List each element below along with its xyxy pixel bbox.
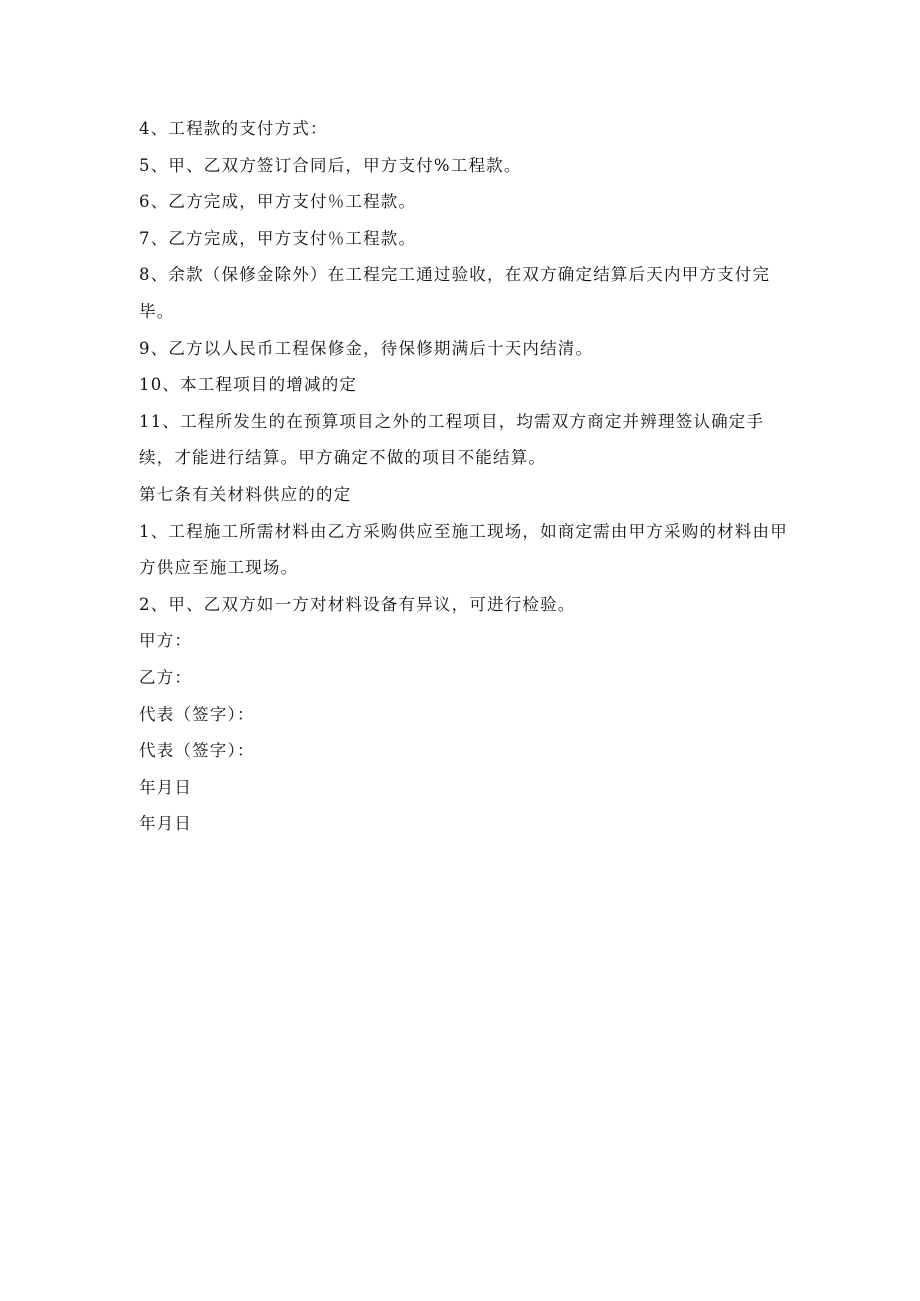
party-a-signature-label: 代表（签字）：	[139, 704, 255, 724]
clause-payment-after-signing: 5、甲、乙双方签订合同后，甲方支付%工程款。	[139, 155, 522, 175]
clause-extra-items: 11、工程所发生的在预算项目之外的工程项目，均需双方商定并辨理签认确定手续，才能进行结算。甲方确定不做的项目不能结算。	[139, 411, 765, 468]
clause-warranty-deposit: 9、乙方以人民币工程保修金，待保修期满后十天内结清。	[139, 338, 594, 358]
party-b-date-label: 年月日	[139, 814, 193, 834]
article-seven-heading: 第七条有关材料供应的的定	[139, 484, 352, 504]
clause-payment-stage-1: 6、乙方完成，甲方支付％工程款。	[139, 192, 417, 212]
clause-material-procurement: 1、工程施工所需材料由乙方采购供应至施工现场，如商定需由甲方采购的材料由甲方供应至施工现场。	[139, 521, 788, 578]
clause-payment-method: 4、工程款的支付方式：	[139, 119, 328, 138]
party-a-label: 甲方：	[139, 631, 193, 651]
party-b-signature-label: 代表（签字）：	[139, 741, 255, 761]
clause-project-changes: 10、本工程项目的增减的定	[139, 375, 358, 395]
clause-balance-payment: 8、余款（保修金除外）在工程完工通过验收，在双方确定结算后天内甲方支付完毕。	[139, 265, 771, 321]
clause-material-inspection: 2、甲、乙双方如一方对材料设备有异议，可进行检验。	[139, 594, 576, 614]
party-a-date-label: 年月日	[139, 777, 193, 797]
clause-payment-stage-2: 7、乙方完成，甲方支付％工程款。	[139, 228, 417, 248]
document-body	[139, 111, 789, 843]
party-b-label: 乙方：	[139, 667, 193, 687]
